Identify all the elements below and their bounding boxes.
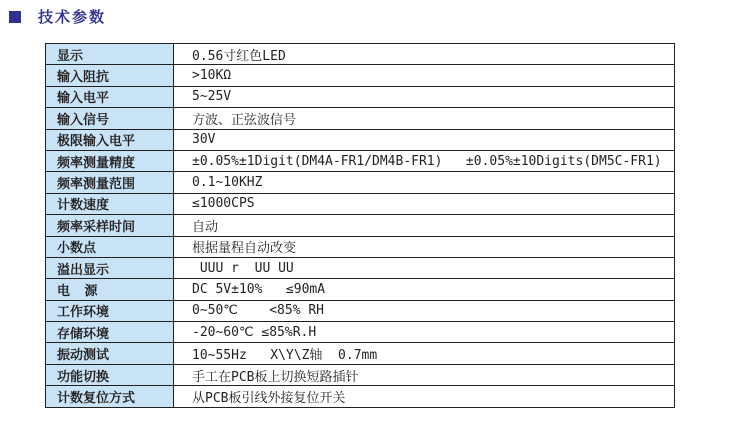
table-row xyxy=(46,257,675,278)
table-row xyxy=(46,44,675,65)
spec-table xyxy=(45,43,675,408)
param-value: 30V xyxy=(174,129,675,150)
param-label: 输入阻抗 xyxy=(46,65,174,86)
table-row xyxy=(46,193,675,214)
param-value: DC 5V±10% ≤90mA xyxy=(174,279,675,300)
param-value: ≤1000CPS xyxy=(174,193,675,214)
table-row xyxy=(46,322,675,343)
param-value: 从PCB板引线外接复位开关 xyxy=(174,386,675,407)
param-value: >10KΩ xyxy=(174,65,675,86)
param-value: 5~25V xyxy=(174,86,675,107)
param-value: 自动 xyxy=(174,215,675,236)
param-value: -20~60℃ ≤85%R.H xyxy=(174,322,675,343)
param-value: UUU r UU UU xyxy=(174,257,675,278)
table-row xyxy=(46,343,675,364)
section-header xyxy=(9,6,106,27)
param-label: 工作环境 xyxy=(46,300,174,321)
spec-table-container xyxy=(45,43,675,408)
param-label: 极限输入电平 xyxy=(46,129,174,150)
param-value: 0~50℃ <85% RH xyxy=(174,300,675,321)
table-row xyxy=(46,386,675,407)
table-row xyxy=(46,108,675,129)
table-row xyxy=(46,300,675,321)
param-label: 振动测试 xyxy=(46,343,174,364)
param-label: 频率测量精度 xyxy=(46,150,174,171)
param-label: 频率测量范围 xyxy=(46,172,174,193)
param-value: 0.1~10KHZ xyxy=(174,172,675,193)
param-label: 小数点 xyxy=(46,236,174,257)
param-value: 手工在PCB板上切换短路插针 xyxy=(174,364,675,385)
param-label: 计数复位方式 xyxy=(46,386,174,407)
param-value: 根据量程自动改变 xyxy=(174,236,675,257)
table-row xyxy=(46,364,675,385)
param-label: 输入电平 xyxy=(46,86,174,107)
param-label: 电 源 xyxy=(46,279,174,300)
section-bullet-icon xyxy=(9,11,21,23)
param-label: 功能切换 xyxy=(46,364,174,385)
table-row xyxy=(46,129,675,150)
param-label: 计数速度 xyxy=(46,193,174,214)
param-label: 存储环境 xyxy=(46,322,174,343)
table-row xyxy=(46,65,675,86)
table-row xyxy=(46,215,675,236)
table-row xyxy=(46,279,675,300)
param-label: 输入信号 xyxy=(46,108,174,129)
table-row xyxy=(46,172,675,193)
param-label: 溢出显示 xyxy=(46,257,174,278)
param-label: 频率采样时间 xyxy=(46,215,174,236)
param-value: ±0.05%±1Digit(DM4A-FR1/DM4B-FR1) ±0.05%±10Digits(DM5C-FR1) xyxy=(174,150,675,171)
param-label: 显示 xyxy=(46,44,174,65)
param-value: 方波、正弦波信号 xyxy=(174,108,675,129)
param-value: 0.56寸红色LED xyxy=(174,44,675,65)
table-row xyxy=(46,86,675,107)
param-value: 10~55Hz X\Y\Z轴 0.7mm xyxy=(174,343,675,364)
page-title: 技术参数 xyxy=(38,9,107,26)
table-row xyxy=(46,236,675,257)
table-row xyxy=(46,150,675,171)
